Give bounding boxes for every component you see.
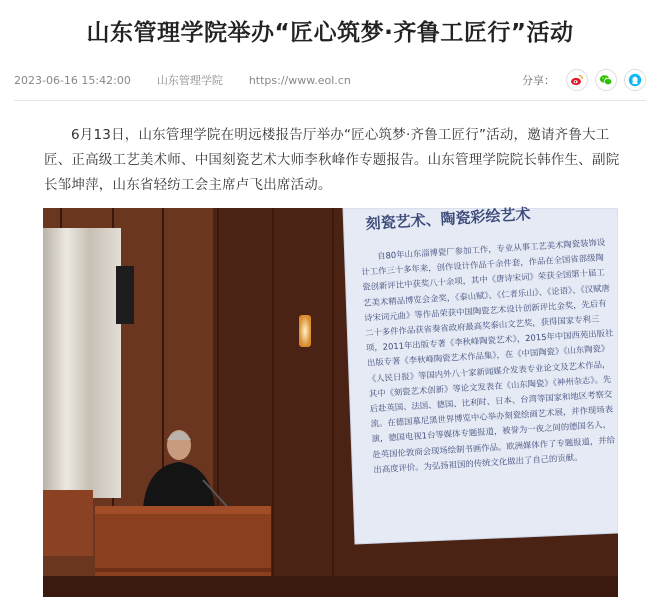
share-bar: [522, 69, 646, 91]
slide-text: 自80年山东淄博瓷厂参加工作，专业从事工艺美术陶瓷装饰设计工作三十多年来，创作设计作品千余件套，作品在全国省部级陶瓷创新评比中获奖八十余项，其中《唐诗宋词》荣获全国第十届工艺美术精品博览会金奖，《泰山赋》、《仁者乐山》、《论语》、《汉赋唐诗宋词元曲》等作品荣获中国陶瓷艺术设计创新评比金奖，先后有二十多件作品获省奏省政府最高奖泰山文艺奖，获得国家专利三项，2011年出版专著《李秋峰陶瓷艺术》，2015年中国西苑出版社出版专著《李秋峰陶瓷艺术作品集》，在《中国陶瓷》《山东陶瓷》《人民日报》等国内外八十家新闻媒介发表专业论文及艺术作品，其中《刻瓷艺术创新》等论文发表在《山东陶瓷》《神州杂志》。先后赴英国、法国、德国、比利时、日本、台湾等国家和地区考察交流。在德国慕尼黑世界博览中心举办刻瓷绘画艺术展，并作现场表演，德国电视1台等媒体专题报道，被誉为一夜之间的德国名人，赴英国伦敦商会现场绘制书画作品。欧洲媒体作了专题报道，并给出高度评价。为弘扬祖国的传统文化做出了自己的贡献。: [361, 237, 616, 475]
article-title: 山东管理学院举办“匠心筑梦·齐鲁工匠行”活动: [86, 20, 574, 46]
article-meta: [14, 66, 646, 94]
qq-icon[interactable]: [624, 69, 646, 91]
article-paragraph: 6月13日，山东管理学院在明远楼报告厅举办“匠心筑梦·齐鲁工匠行”活动，邀请齐鲁大工匠、正高级工艺美术师、中国刻瓷艺术大师李秋峰作专题报告。山东管理学院院长韩作生、副院长邹坤萍，山东省轻纺工会主席卢飞出席活动。: [44, 127, 620, 193]
publish-date: 2023-06-16 15:42:00: [14, 73, 131, 87]
share-label: 分享：: [522, 74, 555, 87]
source-url[interactable]: https://www.eol.cn: [248, 73, 351, 87]
source-link[interactable]: 山东管理学院: [156, 74, 223, 87]
wechat-icon[interactable]: [595, 69, 617, 91]
weibo-icon[interactable]: [566, 69, 588, 91]
meta-divider: [14, 100, 646, 101]
slide-title: 刻瓷艺术、陶瓷彩绘艺术: [365, 204, 531, 233]
